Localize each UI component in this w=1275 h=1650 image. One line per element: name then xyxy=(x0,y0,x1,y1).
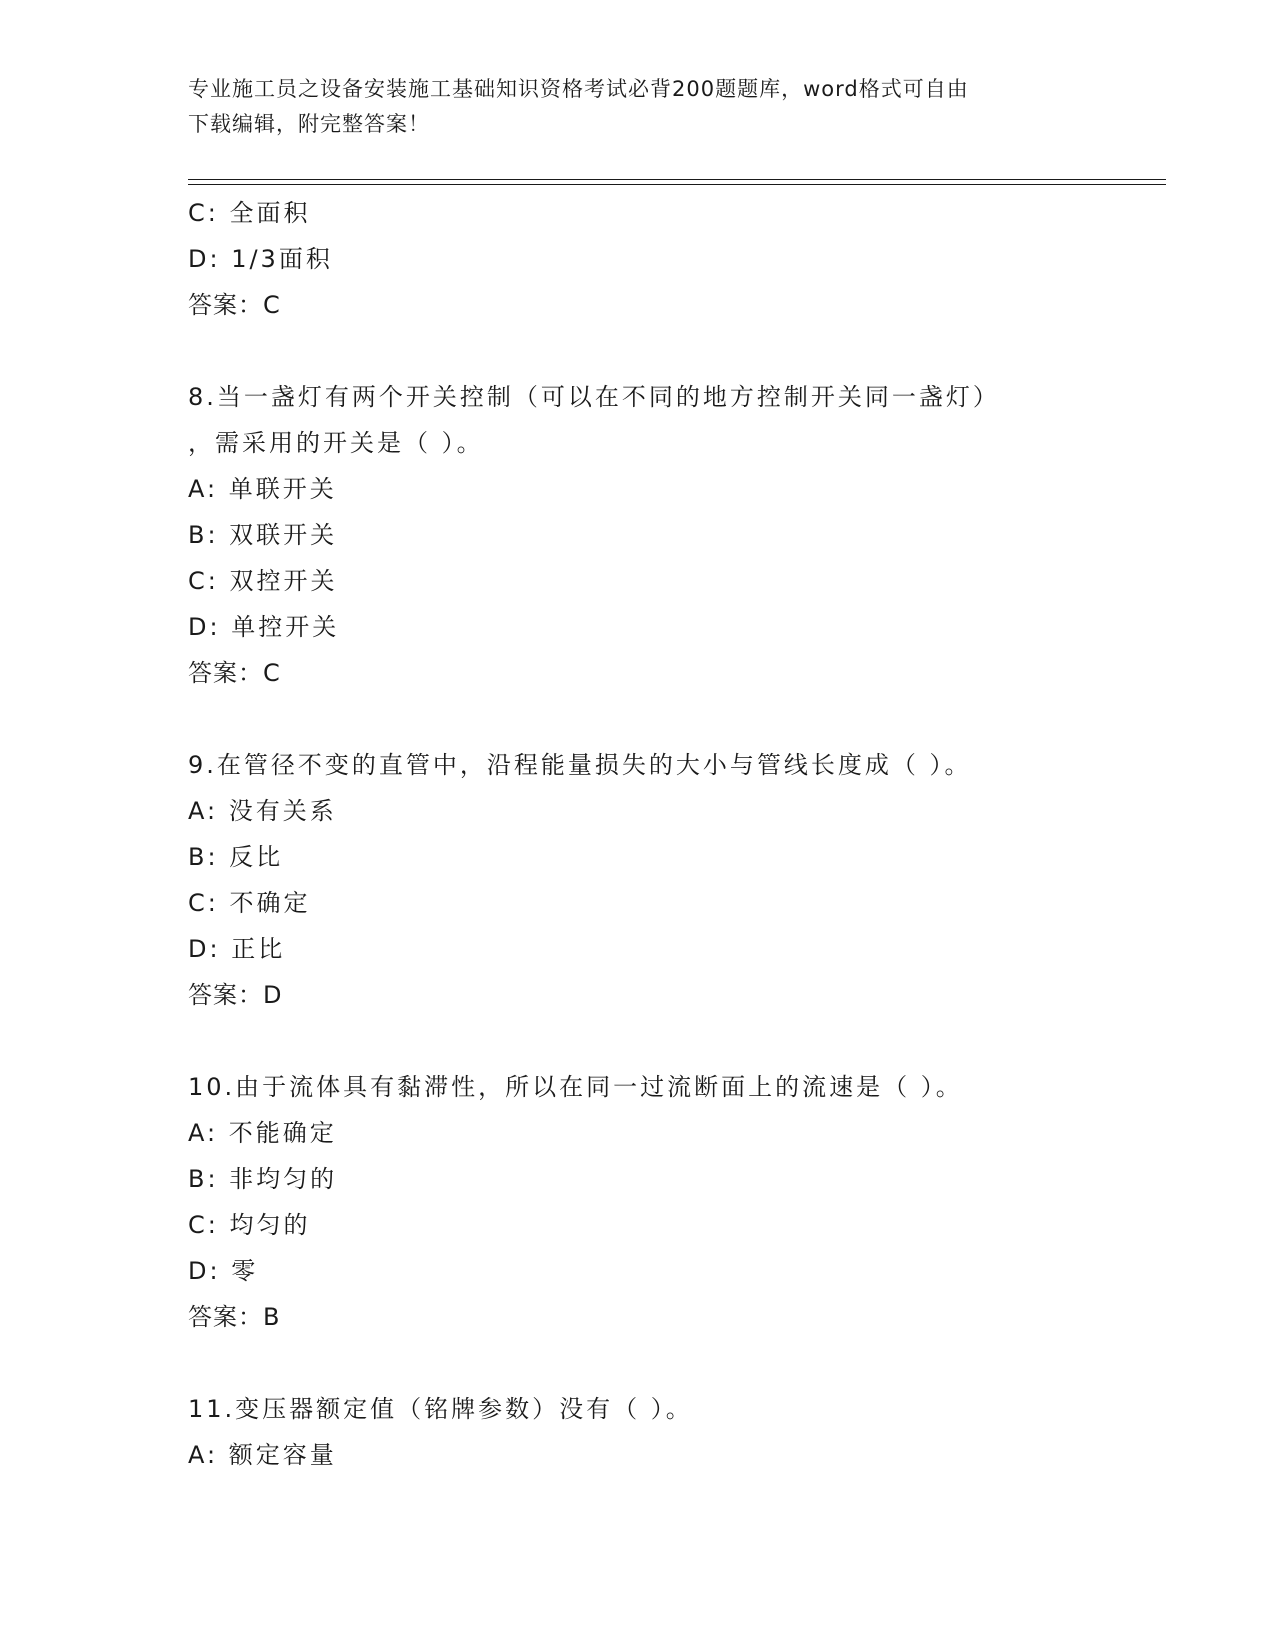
spacer xyxy=(188,1018,1148,1064)
answer-line: 答案：C xyxy=(188,291,281,319)
option-c: C: 全面积 xyxy=(188,199,311,227)
spacer xyxy=(188,328,1148,374)
prev-question-block xyxy=(188,190,1148,328)
option-b: B: 反比 xyxy=(188,843,284,871)
option-d: D: 单控开关 xyxy=(188,613,340,641)
option-a: A: 不能确定 xyxy=(188,1119,337,1147)
question-stem: 10.由于流体具有黏滞性，所以在同一过流断面上的流速是（ ）。 xyxy=(188,1073,963,1101)
option-c: C: 不确定 xyxy=(188,889,311,917)
option-c: C: 均匀的 xyxy=(188,1211,311,1239)
question-8-block xyxy=(188,374,1148,696)
answer-line: 答案：B xyxy=(188,1303,281,1331)
answer-line: 答案：C xyxy=(188,659,281,687)
question-stem: 9.在管径不变的直管中，沿程能量损失的大小与管线长度成（ ）。 xyxy=(188,751,972,779)
question-stem-continued: ，需采用的开关是（ ）。 xyxy=(188,429,484,457)
header-line-2: 下载编辑，附完整答案！ xyxy=(188,112,430,136)
document-header xyxy=(188,72,1088,142)
option-b: B: 双联开关 xyxy=(188,521,338,549)
header-rule-top xyxy=(188,179,1166,180)
question-11-block xyxy=(188,1386,1148,1478)
question-content xyxy=(188,190,1148,1478)
option-b: B: 非均匀的 xyxy=(188,1165,338,1193)
option-a: A: 单联开关 xyxy=(188,475,337,503)
spacer xyxy=(188,696,1148,742)
header-line-1: 专业施工员之设备安装施工基础知识资格考试必背200题题库，word格式可自由 xyxy=(188,77,969,101)
answer-line: 答案：D xyxy=(188,981,283,1009)
option-a: A: 没有关系 xyxy=(188,797,337,825)
question-9-block xyxy=(188,742,1148,1018)
option-d: D: 零 xyxy=(188,1257,259,1285)
option-a: A: 额定容量 xyxy=(188,1441,337,1469)
question-stem: 8.当一盏灯有两个开关控制（可以在不同的地方控制开关同一盏灯） xyxy=(188,383,1000,411)
option-c: C: 双控开关 xyxy=(188,567,338,595)
spacer xyxy=(188,1340,1148,1386)
option-d: D: 1/3面积 xyxy=(188,245,333,273)
question-10-block xyxy=(188,1064,1148,1340)
header-rule-bottom xyxy=(188,184,1166,185)
question-stem: 11.变压器额定值（铭牌参数）没有（ ）。 xyxy=(188,1395,693,1423)
option-d: D: 正比 xyxy=(188,935,286,963)
